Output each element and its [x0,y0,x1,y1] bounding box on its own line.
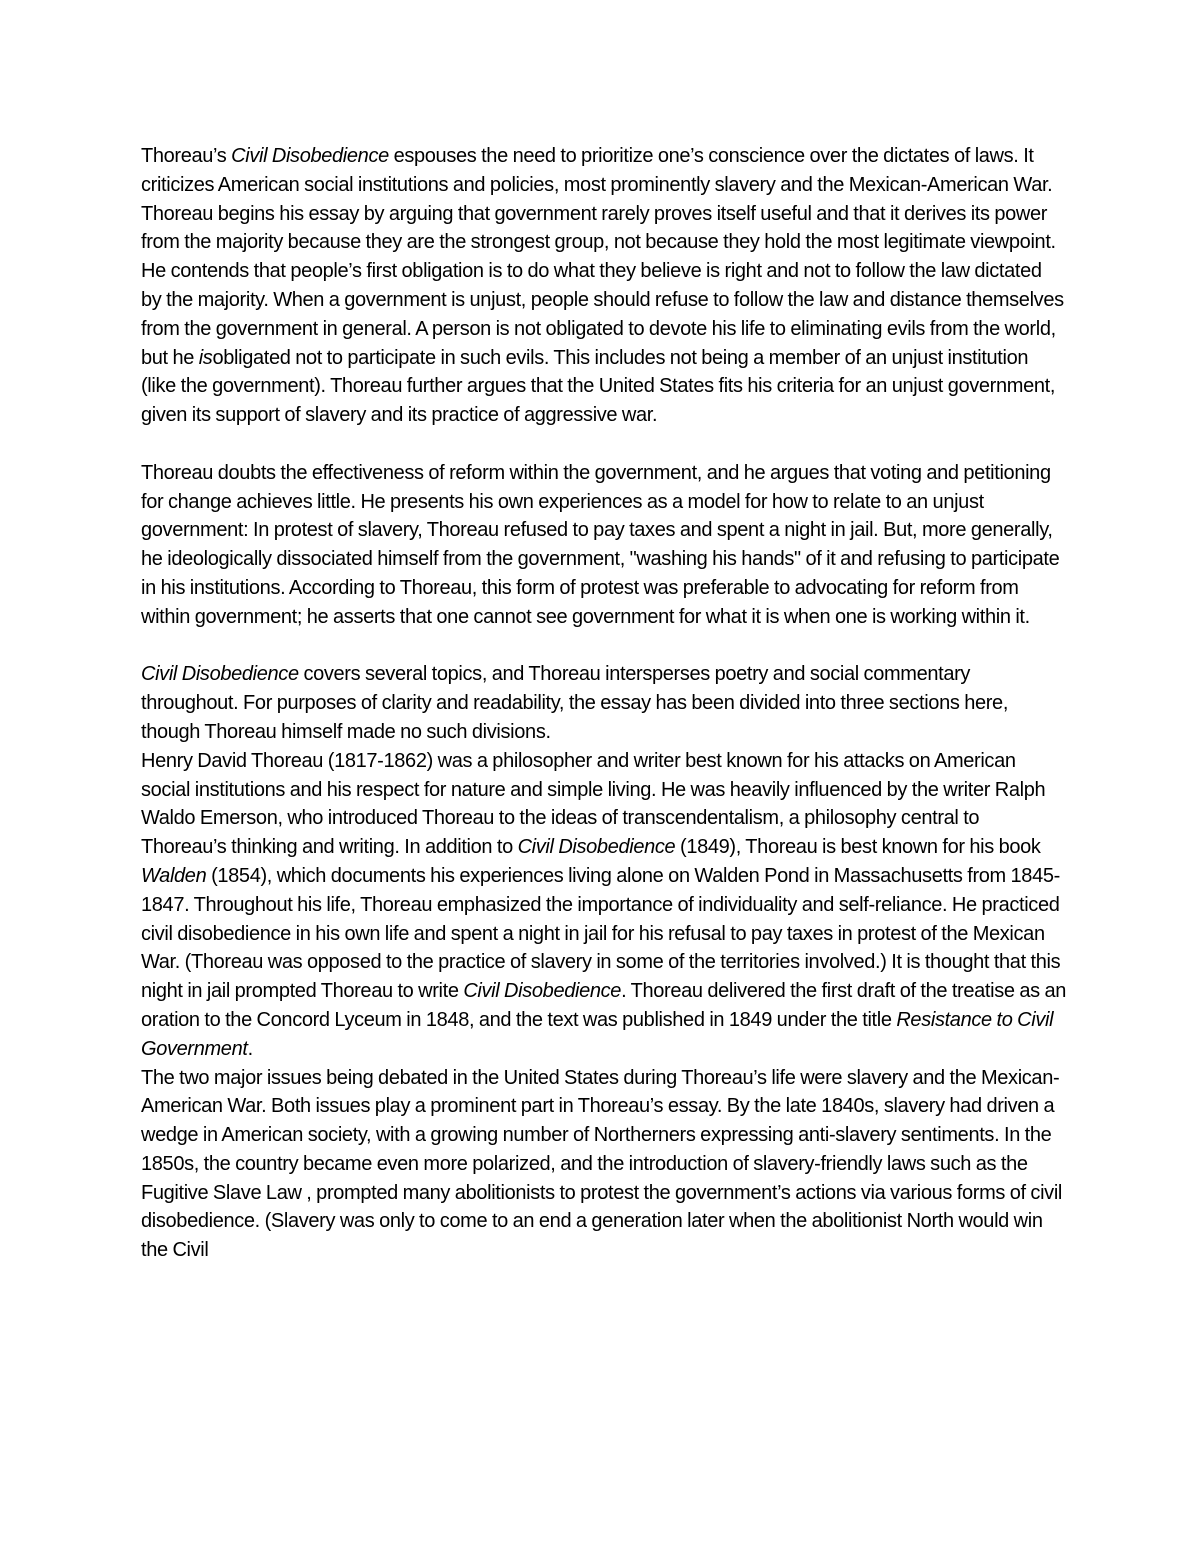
text-run: . Thoreau delivered the first draft of the treatise as an oration to the Concord Lyceum in 1848, and the text was published in 1849 under the title [141,980,1067,1031]
paragraph-spacer [141,430,1066,459]
document-body [141,142,1066,1265]
text-run: Thoreau’s [141,145,232,167]
italic-title: Civil Disobedience [141,663,299,686]
text-run: (1849), Thoreau is best known for his book [675,836,1041,859]
paragraph-biography [141,747,1066,1064]
paragraph-government-argument [141,200,1066,430]
italic-title: Civil Disobedience [463,980,622,1003]
paragraph-spacer [141,632,1066,661]
italic-title: Civil Disobedience [517,836,676,859]
italic-title: Civil Disobedience [231,145,389,167]
paragraph-historical-context [141,1064,1066,1266]
italic-emphasis: is [198,346,213,369]
text-run: obligated not to participate in such evils. This includes not being a member of an unjust institution (like the government). Thoreau further argues that the United States fits his criteria for an unjust government, given its support of slavery and its practice of aggressive war. [141,346,1056,427]
text-run: covers several topics, and Thoreau intersperses poetry and social commentary throughout. For purposes of clarity and readability, the essay has been divided into three sections here, though Thoreau himself made no such divisions. [141,663,1009,743]
text-run: (1854), which documents his experiences living alone on Walden Pond in Massachusetts from 1845-1847. Throughout his life, Thoreau emphasized the importance of individuality and self-reliance. He practiced civil disobedience in his own life and spent a night in jail for his refusal to pay taxes in protest of the Mexican War. (Thoreau was opposed to the practice of slavery in some of the territories involved.) It is thought that this night in jail prompted Thoreau to write [141,864,1061,1003]
text-run: The two major issues being debated in the United States during Thoreau’s life were slavery and the Mexican-American War. Both issues play a prominent part in Thoreau’s essay. By the late 1840s, slavery had driven a wedge in American society, with a growing number of Northerners expressing anti-slavery sentiments. In the 1850s, the country became even more polarized, and the introduction of slavery-friendly laws such as the Fugitive Slave Law , prompted many abolitionists to protest the government’s actions via various forms of civil disobedience. (Slavery was only to come to an end a generation later when the abolitionist North would win the Civil [141,1066,1063,1262]
text-run: . [247,1037,253,1060]
paragraph-summary [141,142,1066,200]
italic-title: Resistance to Civil Government [141,1008,1054,1060]
italic-title: Walden [141,864,207,887]
text-run: Thoreau doubts the effectiveness of reform within the government, and he argues that voting and petitioning for change achieves little. He presents his own experiences as a model for how to relate to an unjust government: In protest of slavery, Thoreau refused to pay taxes and spent a night in jail. But, more generally, he ideologically dissociated himself from the government, "washing his hands" of it and refusing to participate in his institutions. According to Thoreau, this form of protest was preferable to advocating for reform from within government; he asserts that one cannot see government for what it is when one is working within it. [141,461,1060,628]
text-run: espouses the need to prioritize one’s conscience over the dictates of laws. It criticizes American social institutions and policies, most prominently slavery and the Mexican-American War. [141,145,1053,196]
text-run: Thoreau begins his essay by arguing that government rarely proves itself useful and that it derives its power from the majority because they are the strongest group, not because they hold the most legitimate viewpoint. He contends that people’s first obligation is to do what they believe is right and not to follow the law dictated by the majority. When a government is unjust, people should refuse to follow the law and distance themselves from the government in general. A person is not obligated to devote his life to eliminating evils from the world, but he [141,202,1064,369]
text-run: Henry David Thoreau (1817-1862) was a philosopher and writer best known for his attacks on American social institutions and his respect for nature and simple living. He was heavily influenced by the writer Ralph Waldo Emerson, who introduced Thoreau to the ideas of transcendentalism, a philosophy central to Thoreau’s thinking and writing. In addition to [141,749,1046,859]
paragraph-reform [141,459,1066,632]
paragraph-topics [141,660,1066,746]
